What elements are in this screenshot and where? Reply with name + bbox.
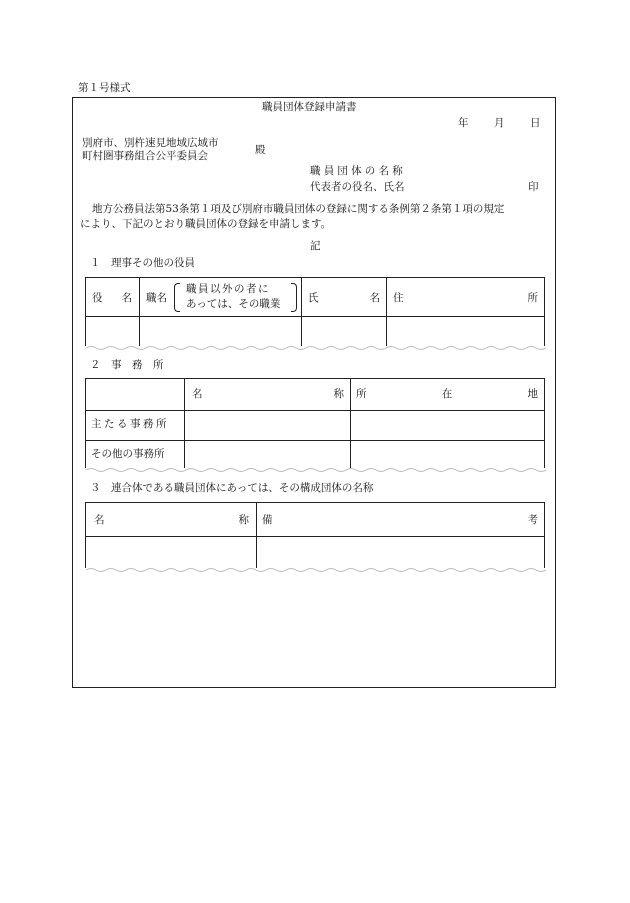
addressee-honorific: 殿 [255, 144, 266, 156]
header-address [393, 293, 538, 304]
header-address-char2: 所 [527, 292, 538, 304]
office-table [85, 378, 545, 468]
header-office-location [356, 389, 538, 400]
org-name-label: 職員団体の名称 [310, 165, 406, 177]
header-member-name-char2: 称 [238, 514, 249, 526]
date-month-label: 月 [494, 117, 505, 129]
header-role-char1: 役 [92, 292, 103, 304]
officers-table [85, 277, 545, 346]
header-name-char1: 氏 [308, 292, 319, 304]
header-job-bracket-left [174, 283, 180, 312]
section3-heading: ３ 連合体である職員団体にあっては、その構成団体の名称 [90, 482, 374, 494]
header-name [308, 293, 380, 304]
table-cut-wave [86, 467, 546, 473]
date-day-label: 日 [530, 117, 541, 129]
table-cut-wave [86, 345, 546, 351]
header-job-title: 職名 [146, 292, 167, 304]
header-member-name [94, 515, 249, 526]
member-groups-table [85, 502, 545, 568]
header-remarks-char1: 備 [262, 514, 273, 526]
header-role-char2: 名 [121, 292, 132, 304]
header-office-name [192, 389, 344, 400]
row-main-office-label: 主たる事務所 [91, 418, 169, 430]
table-cut-wave [86, 567, 546, 573]
header-address-char1: 住 [393, 292, 404, 304]
section2-heading: ２ 事 務 所 [90, 359, 164, 371]
header-office-name-char1: 名 [192, 388, 203, 400]
header-remarks [262, 515, 538, 526]
section1-heading: １ 理事その他の役員 [90, 257, 195, 269]
body-text-line2: により、下記のとおり職員団体の登録を申請します。 [80, 218, 332, 230]
ki-heading: 記 [310, 240, 321, 252]
seal-mark: 印 [528, 181, 539, 193]
header-office-name-char2: 称 [333, 388, 344, 400]
header-job-bracket-right [291, 283, 297, 312]
header-remarks-char2: 考 [527, 514, 538, 526]
header-location-char3: 地 [527, 388, 538, 400]
body-text-line1: 地方公務員法第53条第１項及び別府市職員団体の登録に関する条例第２条第１項の規定 [92, 203, 505, 215]
header-job-note-line2: あっては、その職業 [186, 298, 281, 310]
header-job-note-line1: 職員以外の者に [186, 283, 270, 295]
form-title: 職員団体登録申請書 [262, 101, 357, 113]
header-role [92, 293, 132, 304]
row-other-office-label: その他の事務所 [91, 448, 165, 460]
header-location-char2: 在 [441, 388, 453, 400]
representative-label: 代表者の役名、氏名 [310, 181, 405, 193]
addressee-line2: 町村圏事務組合公平委員会 [82, 150, 208, 162]
addressee-line1: 別府市、別杵速見地域広域市 [82, 137, 219, 149]
header-name-char2: 名 [369, 292, 380, 304]
date-year-label: 年 [458, 117, 469, 129]
header-member-name-char1: 名 [94, 514, 105, 526]
form-number: 第１号様式 [78, 82, 131, 94]
header-location-char1: 所 [356, 388, 367, 400]
